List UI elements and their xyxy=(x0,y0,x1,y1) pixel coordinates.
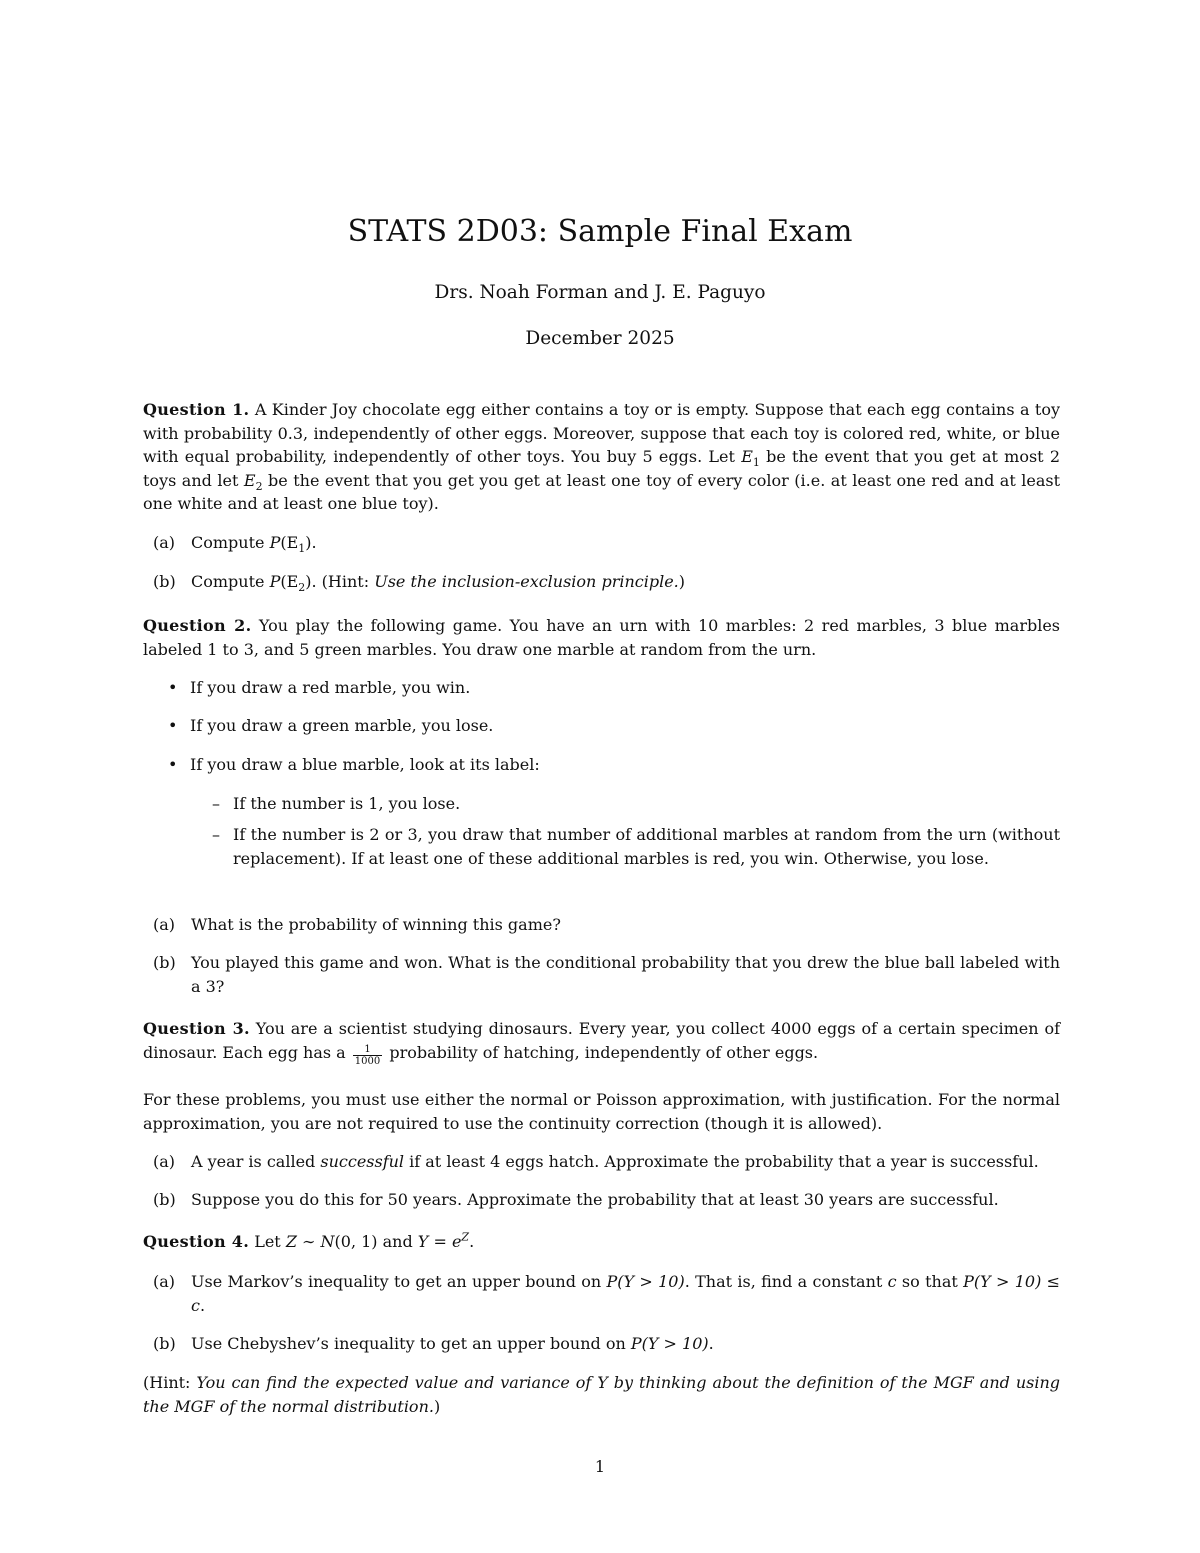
part-label: (a) xyxy=(153,1272,176,1291)
math-sub: 1 xyxy=(752,456,760,470)
question-1 xyxy=(143,398,1060,516)
bullet-text: If you draw a blue marble, look at its label: xyxy=(190,755,540,774)
math-sub: 2 xyxy=(255,479,263,493)
part-label: (a) xyxy=(153,1152,176,1171)
part-label: (a) xyxy=(153,533,176,552)
question-4-hint: (Hint: You can find the expected value and variance of Y by thinking about the definition of the MGF and using the MGF of the normal distribution.) xyxy=(143,1373,1060,1416)
question-3-text: You are a scientist studying dinosaurs. Every year, you collect 4000 eggs of a certain specimen of dinosaur. Each egg has a xyxy=(143,1019,1061,1062)
bullet-icon: • xyxy=(168,716,178,735)
part-text: Use Chebyshev’s inequality to get an upper bound on P(Y > 10). xyxy=(191,1334,714,1353)
bullet-text: If you draw a green marble, you lose. xyxy=(190,716,494,735)
question-4-label: Question 4. xyxy=(143,1232,250,1251)
part-label: (b) xyxy=(153,1334,176,1353)
question-3 xyxy=(143,1017,1060,1067)
document-authors: Drs. Noah Forman and J. E. Paguyo xyxy=(434,282,766,303)
question-1-text: be the event that you get at most 2 toys and let xyxy=(143,447,1061,490)
part-text: A year is called successful if at least 4 eggs hatch. Approximate the probability that a year is successful. xyxy=(191,1152,1039,1171)
bullet-icon: • xyxy=(168,755,178,774)
part-label: (b) xyxy=(153,572,176,591)
part-label: (a) xyxy=(153,915,176,934)
part-text: Compute $P(E_2)$. (Hint: Use the inclusion-exclusion principle.) xyxy=(191,572,685,595)
part-label: (b) xyxy=(153,1190,176,1209)
part-text: What is the probability of winning this game? xyxy=(191,915,561,934)
question-3-label: Question 3. xyxy=(143,1019,250,1038)
bullet-text: If you draw a red marble, you win. xyxy=(190,678,471,697)
part-text: Compute $P(E_1)$. xyxy=(191,533,317,556)
fraction: $\frac{1}{1000}$ xyxy=(354,1043,381,1067)
part-text: You played this game and won. What is the conditional probability that you drew the blue ball labeled with a 3? xyxy=(191,953,1060,996)
question-2-label: Question 2. xyxy=(143,616,252,635)
question-1-text: A Kinder Joy chocolate egg either contains a toy or is empty. Suppose that each egg contains a toy with probability 0.3, independently of other eggs. Moreover, suppose that each toy is colored red, white, or blue with equal probability, independently of other toys. You buy 5 eggs. Let xyxy=(143,400,1060,466)
question-2-text: You play the following game. You have an urn with 10 marbles: 2 red marbles, 3 blue marbles labeled 1 to 3, and 5 green marbles. You draw one marble at random from the urn. xyxy=(143,616,1061,659)
question-1-label: Question 1. xyxy=(143,400,250,419)
page-number: 1 xyxy=(594,1457,606,1476)
part-label: (b) xyxy=(153,953,176,972)
sub-bullet-text: If the number is 2 or 3, you draw that number of additional marbles at random from the urn (without replacement). If at least one of these additional marbles is red, you win. Otherwise, you lose. xyxy=(233,825,1060,868)
question-3-note: For these problems, you must use either the normal or Poisson approximation, with justification. For the normal approximation, you are not required to use the continuity correction (though it is allowed). xyxy=(143,1090,1060,1133)
math-var: E xyxy=(741,447,753,466)
bullet-icon: • xyxy=(168,678,178,697)
question-1-text: be the event that you get you get at least one toy of every color (i.e. at least one red and at least one white and at least one blue toy). xyxy=(143,470,1061,513)
document-date: December 2025 xyxy=(525,328,675,349)
document-title: STATS 2D03: Sample Final Exam xyxy=(347,214,853,249)
part-text: Suppose you do this for 50 years. Approximate the probability that at least 30 years are successful. xyxy=(191,1190,999,1209)
dash-icon: – xyxy=(212,825,220,844)
math-var: E xyxy=(243,470,256,490)
sub-bullet-text: If the number is 1, you lose. xyxy=(233,794,461,813)
question-3-text: probability of hatching, independently of other eggs. xyxy=(384,1042,819,1062)
dash-icon: – xyxy=(212,794,220,813)
question-4: Question 4. Let Z ∼ N(0, 1) and $Y = e^Z$. xyxy=(143,1230,475,1251)
question-2 xyxy=(143,614,1060,661)
part-text: Use Markov’s inequality to get an upper bound on P(Y > 10). That is, find a constant c so that P(Y > 10) ≤ c. xyxy=(191,1272,1061,1315)
